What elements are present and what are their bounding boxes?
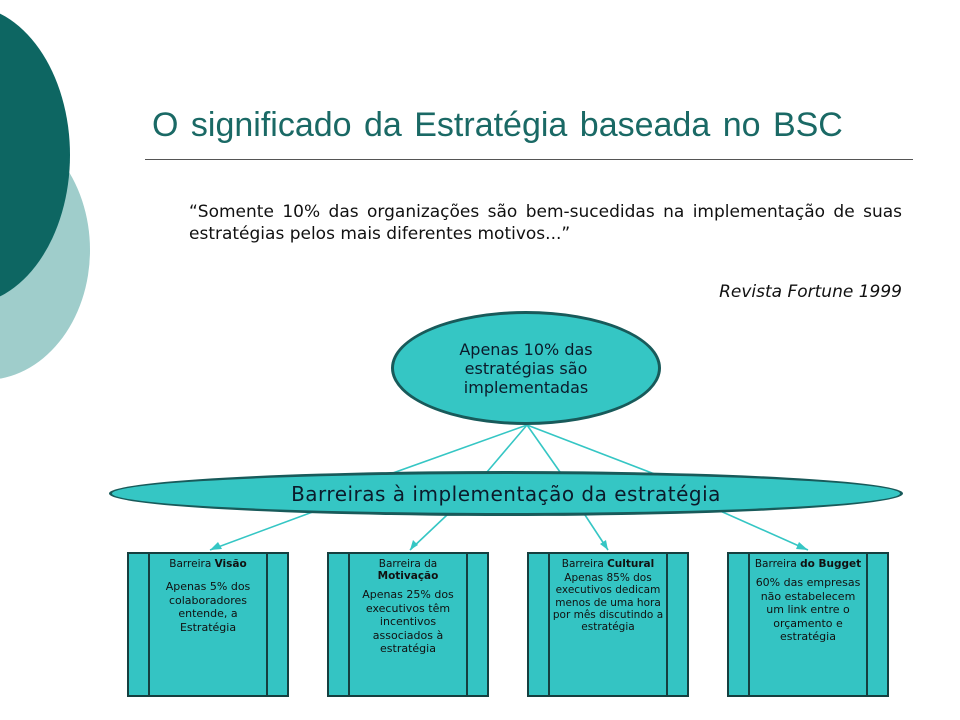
quote-text: “Somente 10% das organizações são bem-sucedidas na implementação de suas estratégias pelos mais diferentes motivos...” xyxy=(189,202,902,244)
barrier-title: Barreira Visão xyxy=(169,558,247,570)
barrier-box-cultural xyxy=(527,552,689,697)
barrier-description: 60% das empresas não estabelecem um link entre o orçamento e estratégia xyxy=(755,576,861,643)
barrier-box-visao xyxy=(127,552,289,697)
slide-title: O significado da Estratégia baseada no BSC xyxy=(152,106,843,144)
connector-band-4 xyxy=(718,510,808,550)
barrier-title: Barreira da Motivação xyxy=(377,558,439,582)
arrowhead-2 xyxy=(410,540,418,550)
barrier-box-motivacao xyxy=(327,552,489,697)
barrier-description: Apenas 85% dos executivos dedicam menos de uma hora por mês discutindo a estratégia xyxy=(552,572,664,634)
barrier-title: Barreira Cultural xyxy=(561,558,655,570)
arrowhead-3 xyxy=(600,540,608,550)
barrier-title: Barreira do Bugget xyxy=(754,558,862,570)
arrowhead-4 xyxy=(796,542,808,550)
quote-source: Revista Fortune 1999 xyxy=(719,282,902,302)
top-node-ellipse xyxy=(391,311,661,425)
barrier-description: Apenas 5% dos colaboradores entende, a Estratégia xyxy=(165,580,251,634)
barrier-box-budget xyxy=(727,552,889,697)
barrier-description: Apenas 25% dos executivos têm incentivos associados à estratégia xyxy=(362,588,454,655)
top-node-text: Apenas 10% das estratégias são implementadas xyxy=(459,339,593,397)
arrowhead-1 xyxy=(210,542,222,550)
barriers-band-ellipse xyxy=(109,471,903,516)
connector-top-right xyxy=(527,425,665,478)
connector-band-1 xyxy=(210,510,318,550)
barriers-band-text: Barreiras à implementação da estratégia xyxy=(291,481,721,506)
